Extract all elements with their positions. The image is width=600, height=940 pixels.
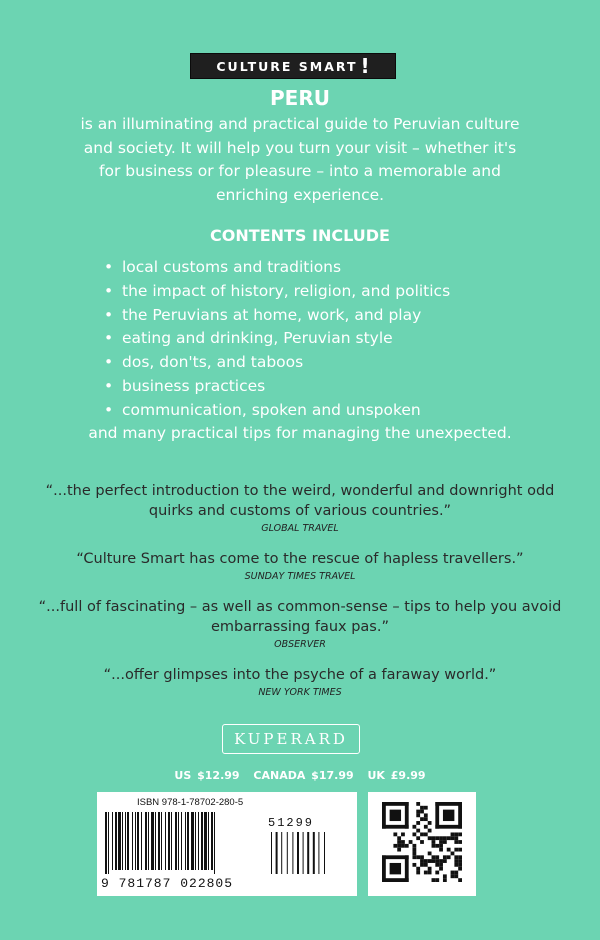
barcode-panel (97, 792, 357, 896)
price-canada: CANADA $17.99 (253, 769, 354, 782)
list-item: • communication, spoken and unspoken (104, 400, 421, 419)
contents-closing: and many practical tips for managing the unexpected. (88, 424, 512, 442)
quote-text: “Culture Smart has come to the rescue of hapless travellers.” (76, 551, 524, 567)
list-item: • business practices (104, 376, 266, 395)
book-intro: is an illuminating and practical guide to Peruvian culture and society. It will help you turn your visit – whether it's for business or for pleasure – into a memorable and enriching experience. (80, 115, 520, 204)
addon-number: 51299 (268, 816, 315, 830)
quote-text: “...the perfect introduction to the weird, wonderful and downright odd quirks and customs of various countries.” (45, 483, 555, 519)
list-item: • dos, don'ts, and taboos (104, 353, 304, 372)
ean-number: 9 781787 022805 (101, 876, 234, 891)
barcode-icon (103, 812, 353, 876)
contents-list (104, 256, 450, 423)
quote-source: SUNDAY TIMES TRAVEL (244, 571, 356, 582)
culture-smart-logo (190, 53, 396, 79)
contents-heading: CONTENTS INCLUDE (210, 226, 390, 245)
list-item: • the impact of history, religion, and politics (104, 281, 451, 300)
list-item: • the Peruvians at home, work, and play (104, 305, 422, 324)
review-quote (30, 665, 570, 701)
quote-text: “...full of fascinating – as well as common-sense – tips to help you avoid embarrassing faux pas.” (38, 599, 562, 635)
isbn-label: ISBN 978-1-78702-280-5 (137, 797, 244, 808)
review-quote (30, 481, 570, 537)
qr-panel (368, 792, 476, 896)
qr-code-icon (382, 802, 462, 886)
list-item: • local customs and traditions (104, 258, 342, 276)
price-line (0, 769, 600, 782)
list-item: • eating and drinking, Peruvian style (104, 329, 393, 348)
quote-text: “...offer glimpses into the psyche of a faraway world.” (103, 667, 497, 683)
logo-text: CULTURE SMART (216, 58, 358, 74)
review-quote (30, 597, 570, 653)
publisher-logo: KUPERARD (222, 724, 360, 754)
book-title: PERU (270, 86, 330, 110)
quote-source: NEW YORK TIMES (258, 687, 342, 698)
logo-exclamation: ! (360, 54, 370, 78)
review-quote (30, 549, 570, 585)
price-us: US $12.99 (174, 769, 240, 782)
quote-source: GLOBAL TRAVEL (261, 523, 339, 534)
quote-source: OBSERVER (274, 639, 326, 650)
price-uk: UK £9.99 (367, 769, 426, 782)
